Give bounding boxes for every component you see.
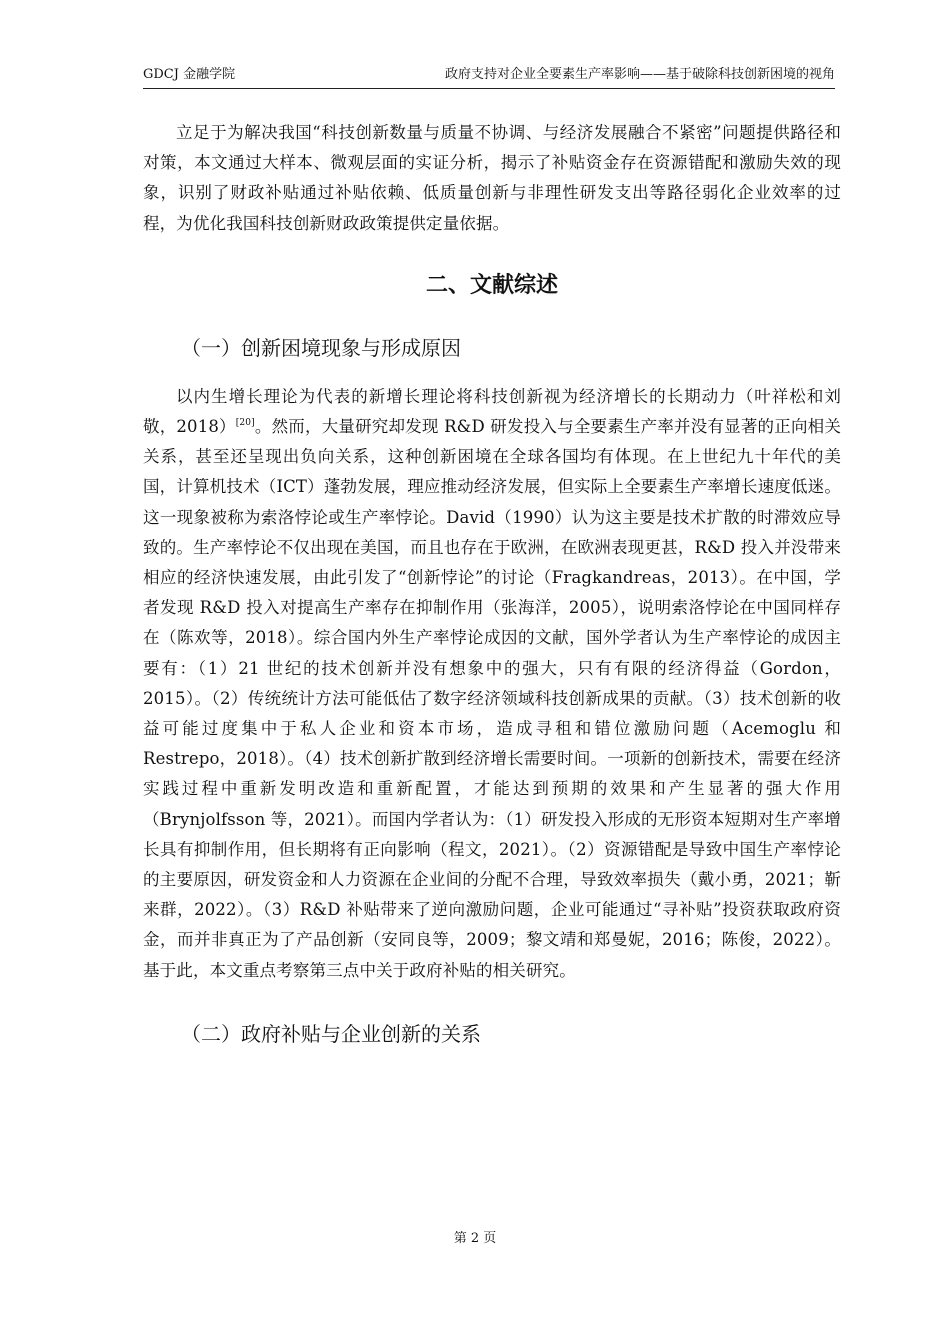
intro-paragraph: 立足于为解决我国“科技创新数量与质量不协调、与经济发展融合不紧密”问题提供路径和对策，本文通过大样本、微观层面的实证分析，揭示了补贴资金存在资源错配和激励失效的现象，识别了财政补贴通过补贴依赖、低质量创新与非理性研发支出等路径弱化企业效率的过程，为优化我国科技创新财政政策提供定量依据。: [143, 123, 841, 233]
header-paper-title: 政府支持对企业全要素生产率影响——基于破除科技创新困境的视角: [444, 67, 835, 82]
header-institution: GDCJ 金融学院: [143, 67, 236, 82]
page-header: [143, 66, 835, 89]
page-number: 第 2 页: [453, 1231, 497, 1246]
subsection-2-title: （二）政府补贴与企业创新的关系: [181, 1021, 481, 1046]
literature-paragraph: [143, 382, 841, 986]
citation-marker: [20]: [235, 418, 255, 429]
literature-text-part-2: 。然而，大量研究却发现 R&D 研发投入与全要素生产率并没有显著的正向相关关系，甚至还呈现出负向关系，这种创新困境在全球各国均有体现。在上世纪九十年代的美国，计算机技术（ICT）蓬勃发展，理应推动经济发展，但实际上全要素生产率增长速度低迷。这一现象被称为索洛悖论或生产率悖论。David（1990）认为这主要是技术扩散的时滞效应导致的。生产率悖论不仅出现在美国，而且也存在于欧洲，在欧洲表现更甚，R&D 投入并没带来相应的经济快速发展，由此引发了“创新悖论”的讨论（Fragkandreas，2013）。在中国，学者发现 R&D 投入对提高生产率存在抑制作用（张海洋，2005），说明索洛悖论在中国同样存在（陈欢等，2018）。综合国内外生产率悖论成因的文献，国外学者认为生产率悖论的成因主要有：（1）21 世纪的技术创新并没有想象中的强大，只有有限的经济得益（Gordon，2015）。（2）传统统计方法可能低估了数字经济领域科技创新成果的贡献。（3）技术创新的收益可能过度集中于私人企业和资本市场，造成寻租和错位激励问题（Acemoglu 和 Restrepo，2018）。（4）技术创新扩散到经济增长需要时间。一项新的创新技术，需要在经济实践过程中重新发明改造和重新配置，才能达到预期的效果和产生显著的强大作用（Brynjolfsson 等，2021）。而国内学者认为：（1）研发投入形成的无形资本短期对生产率增长具有抑制作用，但长期将有正向影响（程文，2021）。（2）资源错配是导致中国生产率悖论的主要原因，研发资金和人力资源在企业间的分配不合理，导致效率损失（戴小勇，2021；靳来群，2022）。（3）R&D 补贴带来了逆向激励问题，企业可能通过“寻补贴”投资获取政府资金，而并非真正为了产品创新（安同良等，2009；黎文靖和郑曼妮，2016；陈俊，2022）。基于此，本文重点考察第三点中关于政府补贴的相关研究。: [143, 417, 841, 980]
subsection-1-title: （一）创新困境现象与形成原因: [181, 335, 461, 360]
section-title: 二、文献综述: [425, 272, 558, 298]
literature-text-part-1: 以内生增长理论为代表的新增长理论将科技创新视为经济增长的长期动力（叶祥松和刘敬，2018）: [143, 386, 841, 437]
page-body: [143, 118, 841, 1068]
